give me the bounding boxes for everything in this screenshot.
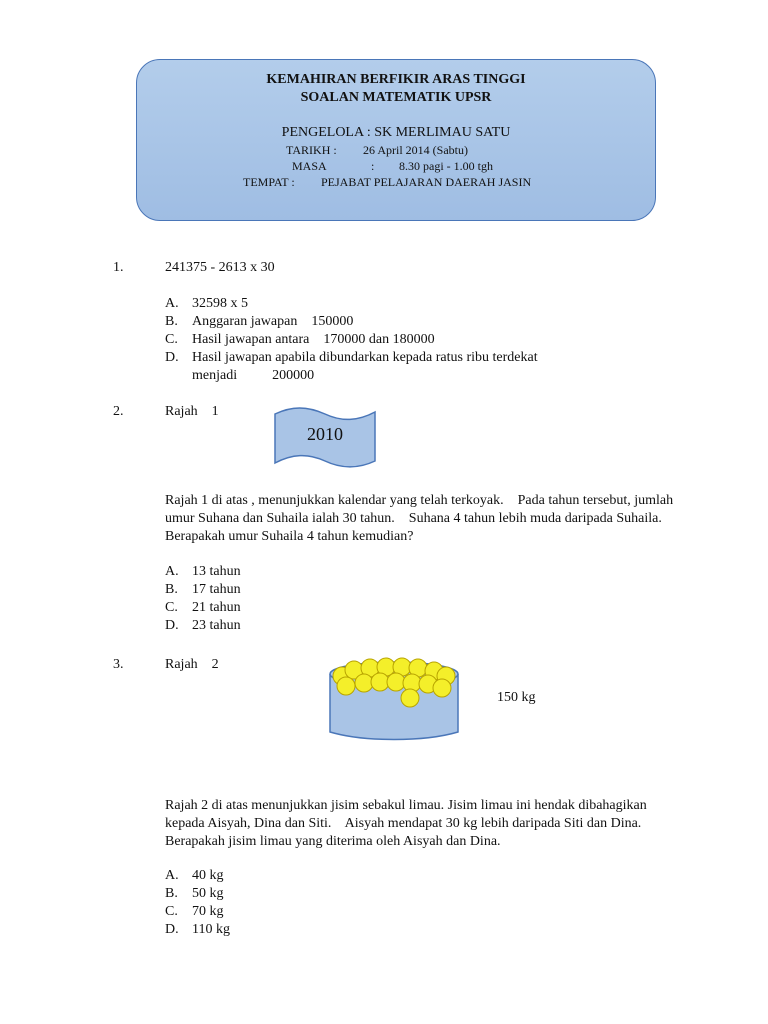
date-label: TARIKH : — [286, 143, 337, 157]
q2-paragraph: Rajah 1 di atas , menunjukkan kalendar yang telah terkoyak. Pada tahun tersebut, jumlah umur Suhana dan Suhaila ialah 30 tahun. Suhana 4 tahun lebih muda daripada Suhaila. Berapakah umur Suhaila 4 tahun kemudian? — [165, 493, 677, 544]
place-label: TEMPAT : — [243, 175, 295, 189]
header-title-2: SOALAN MATEMATIK UPSR — [300, 90, 492, 105]
q1-expression: 241375 - 2613 x 30 — [165, 260, 275, 275]
q2-option-b-text: 17 tahun — [192, 582, 241, 597]
header-title-1: KEMAHIRAN BERFIKIR ARAS TINGGI — [266, 72, 526, 87]
q3-figure-label: Rajah 2 — [165, 657, 219, 672]
date-value: 26 April 2014 (Sabtu) — [363, 143, 468, 157]
q2-option-d-text: 23 tahun — [192, 618, 241, 633]
q1-option-c-text: Hasil jawapan antara 170000 dan 180000 — [192, 332, 435, 347]
header-box — [136, 59, 656, 221]
lime-basket-figure — [324, 654, 464, 742]
q1-option-a-text: 32598 x 5 — [192, 296, 248, 311]
q1-option-c-letter: C. — [165, 332, 178, 347]
calendar-year: 2010 — [307, 424, 343, 444]
q1-option-d-continuation: menjadi 200000 — [192, 368, 315, 383]
q2-option-c-letter: C. — [165, 600, 178, 615]
place-value: PEJABAT PELAJARAN DAERAH JASIN — [321, 175, 532, 189]
q3-option-c-text: 70 kg — [192, 904, 224, 919]
q2-option-c-text: 21 tahun — [192, 600, 241, 615]
q1-option-d-letter: D. — [165, 350, 179, 365]
q3-option-c-letter: C. — [165, 904, 178, 919]
q3-option-a-text: 40 kg — [192, 868, 224, 883]
q3-option-b-letter: B. — [165, 886, 178, 901]
q3-option-d-letter: D. — [165, 922, 179, 937]
q3-mass-label: 150 kg — [497, 690, 536, 705]
q3-option-d-text: 110 kg — [192, 922, 230, 937]
q3-option-a-letter: A. — [165, 868, 179, 883]
q2-number: 2. — [113, 404, 124, 419]
q3-paragraph: Rajah 2 di atas menunjukkan jisim sebakul limau. Jisim limau ini hendak dibahagikan kepada Aisyah, Dina dan Siti. Aisyah mendapat 30 kg lebih daripada Siti dan Dina. Berapakah jisim limau yang diterima oleh Aisyah dan Dina. — [165, 798, 651, 849]
q2-figure-label: Rajah 1 — [165, 404, 219, 419]
header-organizer: PENGELOLA : SK MERLIMAU SATU — [281, 125, 511, 140]
q2-option-d-letter: D. — [165, 618, 179, 633]
time-value: 8.30 pagi - 1.00 tgh — [399, 159, 493, 173]
q3-option-b-text: 50 kg — [192, 886, 224, 901]
time-label: MASA — [292, 159, 327, 173]
q2-option-a-text: 13 tahun — [192, 564, 241, 579]
q1-option-b-letter: B. — [165, 314, 178, 329]
q2-option-a-letter: A. — [165, 564, 179, 579]
q1-option-a-letter: A. — [165, 296, 179, 311]
time-colon: : — [371, 159, 375, 173]
q1-option-d-text: Hasil jawapan apabila dibundarkan kepada ratus ribu terdekat — [192, 350, 538, 365]
q1-number: 1. — [113, 260, 124, 275]
q1-option-b-text: Anggaran jawapan 150000 — [192, 314, 354, 329]
q3-number: 3. — [113, 657, 124, 672]
q2-option-b-letter: B. — [165, 582, 178, 597]
